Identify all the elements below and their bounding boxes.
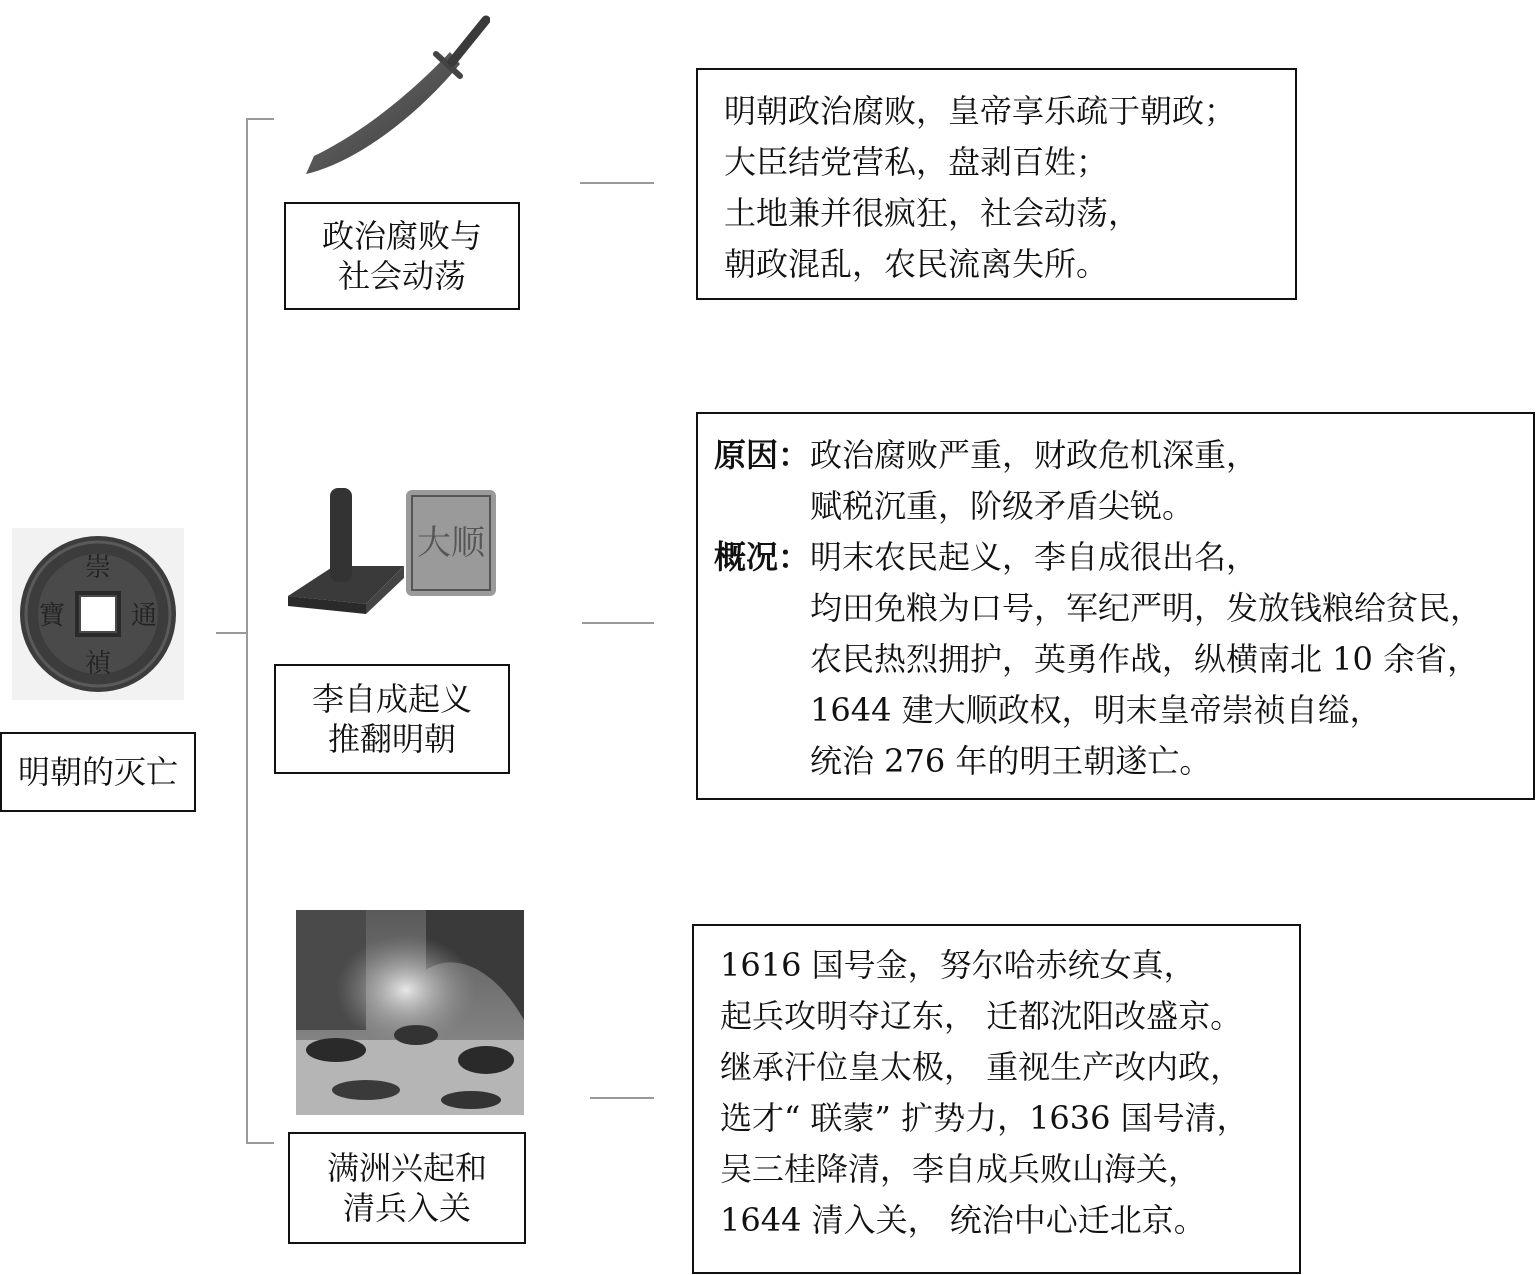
- branch-3-detail-line: 1616 国号金，努尔哈赤统女真，: [720, 946, 1196, 984]
- branch-3-title-box: [288, 1132, 526, 1244]
- branch-1-title-box: [284, 202, 520, 310]
- chongzhen-coin-icon: [12, 528, 184, 700]
- root-title-box: [0, 732, 196, 812]
- connector-line-1: [580, 182, 654, 184]
- seal-icon: [286, 486, 498, 622]
- branch-3-detail-box: [692, 924, 1301, 1274]
- overview-text: 均田免粮为口号，军纪严明，发放钱粮给贫民，: [810, 589, 1483, 627]
- root-title: 明朝的灭亡: [17, 753, 178, 791]
- branch-3-title-line-2: 清兵入关: [342, 1189, 471, 1227]
- sword-icon: [300, 14, 490, 178]
- branch-2-detail-box: [696, 412, 1535, 800]
- svg-text:崇: 崇: [84, 553, 112, 583]
- connector-line-2: [582, 622, 654, 624]
- branch-1-detail-line: 朝政混乱，农民流离失所。: [724, 245, 1109, 283]
- branch-1-detail-line: 大臣结党营私，盘剥百姓；: [724, 143, 1109, 181]
- cause-text: 赋税沉重，阶级矛盾尖锐。: [810, 487, 1195, 525]
- cause-label: 原因：: [714, 436, 811, 474]
- branch-1-title-line-2: 社会动荡: [337, 257, 466, 295]
- branch-bracket: [246, 118, 274, 1144]
- cause-text: 政治腐败严重，财政危机深重，: [810, 436, 1259, 474]
- branch-1-detail-line: 明朝政治腐败，皇帝享乐疏于朝政；: [724, 92, 1237, 130]
- branch-3-title-line-1: 满洲兴起和: [326, 1149, 487, 1187]
- overview-text: 1644 建大顺政权，明末皇帝崇祯自缢，: [810, 691, 1382, 729]
- cause-line: [714, 430, 1533, 481]
- root-connector: [216, 632, 248, 634]
- branch-2-title-line-1: 李自成起义: [311, 680, 472, 718]
- branch-3-detail-line: 1644 清入关， 统治中心迁北京。: [720, 1201, 1206, 1239]
- overview-label: 概况：: [714, 538, 811, 576]
- branch-1-title-line-1: 政治腐败与: [321, 217, 482, 255]
- branch-3-detail-line: 继承汗位皇太极， 重视生产改内政，: [720, 1048, 1243, 1086]
- svg-text:寶: 寶: [38, 601, 66, 631]
- branch-2-title-box: [274, 664, 510, 774]
- branch-3-detail-line: 选才“ 联蒙” 扩势力，1636 国号清，: [720, 1099, 1249, 1137]
- battle-scene-icon: [296, 910, 524, 1115]
- seal-text: 大顺: [417, 523, 485, 563]
- branch-3-detail-line: 起兵攻明夺辽东， 迁都沈阳改盛京。: [720, 997, 1243, 1035]
- connector-line-3: [590, 1097, 654, 1099]
- branch-1-detail-line: 土地兼并很疯狂，社会动荡，: [724, 194, 1141, 232]
- overview-text: 明末农民起义，李自成很出名，: [810, 538, 1259, 576]
- overview-text: 农民热烈拥护，英勇作战，纵横南北 10 余省，: [810, 640, 1480, 678]
- overview-line: [714, 532, 1533, 583]
- overview-text: 统治 276 年的明王朝遂亡。: [810, 742, 1212, 780]
- svg-text:禎: 禎: [84, 649, 112, 679]
- svg-text:通: 通: [130, 601, 158, 631]
- branch-2-title-line-2: 推翻明朝: [327, 720, 456, 758]
- branch-1-detail-box: [696, 68, 1297, 300]
- branch-3-detail-line: 吴三桂降清，李自成兵败山海关，: [720, 1150, 1201, 1188]
